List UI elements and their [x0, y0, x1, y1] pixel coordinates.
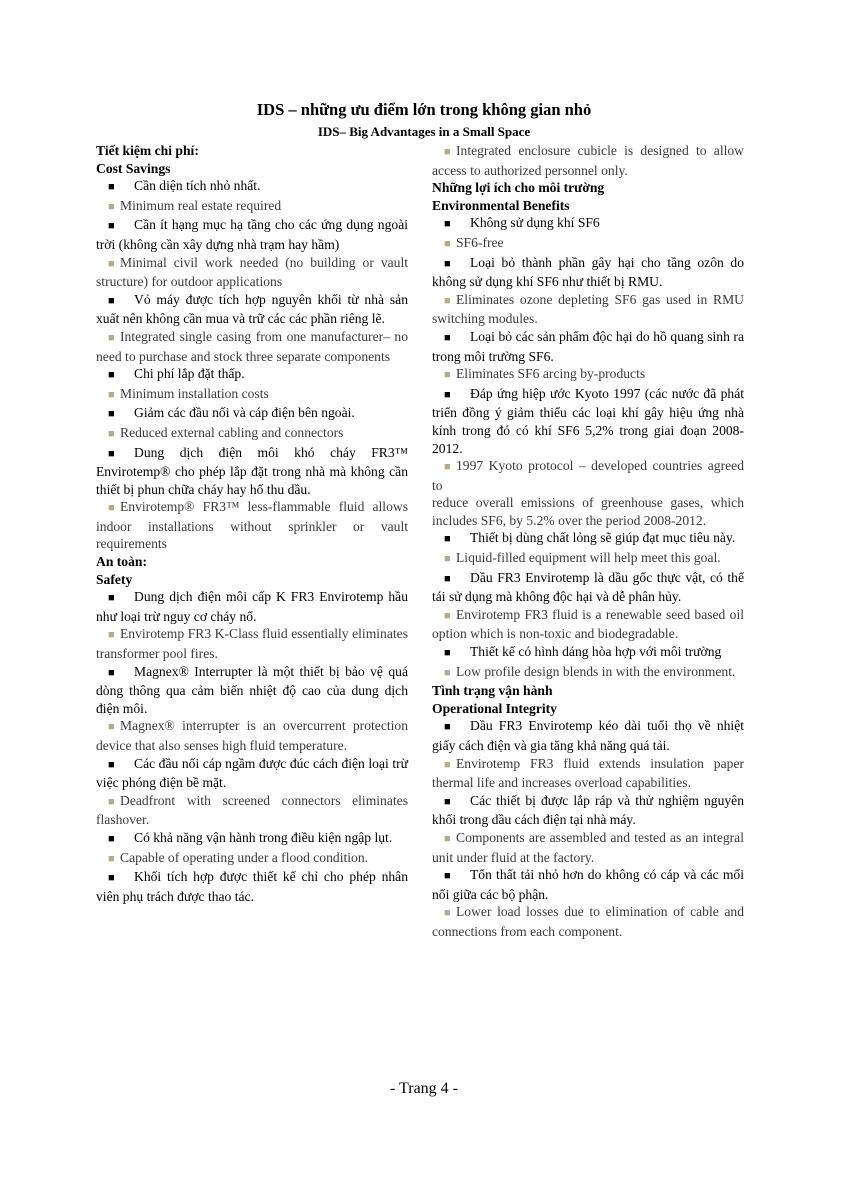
section-heading-en: Cost Savings [96, 160, 171, 176]
gray-square-bullet-icon: ■ [444, 758, 451, 771]
list-item-en: ■ Envirotemp FR3 fluid is a renewable seed based oil option which is non-toxic and biodegradable. [432, 606, 744, 642]
list-item-en: ■ 1997 Kyoto protocol – developed countries agreed to [432, 458, 744, 493]
list-item-vi: ■ Thiết bị dùng chất lỏng sẽ giúp đạt mục tiêu này. [432, 529, 744, 549]
black-square-bullet-icon: ■ [444, 257, 451, 270]
section-heading-vi: Tình trạng vận hành [432, 683, 553, 699]
list-item-en: ■ Deadfront with screened connectors eliminates flashover. [96, 792, 408, 828]
black-square-bullet-icon: ■ [108, 369, 115, 382]
black-square-bullet-icon: ■ [108, 666, 115, 679]
list-item-vi: ■ Các đầu nối cáp ngầm được đúc cách điện loại trừ việc phóng điện bề mặt. [96, 755, 408, 791]
list-item-vi: ■ Cần ít hạng mục hạ tầng cho các ứng dụng ngoài trời (không cần xây dựng nhà trạm hay hầm) [96, 217, 408, 252]
page-title: IDS – những ưu điểm lớn trong không gian nhỏ [256, 100, 592, 119]
list-item-en: ■ Envirotemp FR3 fluid extends insulation paper thermal life and increases overload capabilities. [432, 755, 744, 791]
list-item-en: ■ Eliminates ozone depleting SF6 gas used in RMU switching modules. [432, 291, 744, 327]
gray-square-bullet-icon: ■ [444, 237, 451, 250]
gray-square-bullet-icon: ■ [108, 852, 115, 865]
section-heading-en: Environmental Benefits [432, 197, 570, 213]
list-item-vi: ■ Vỏ máy được tích hợp nguyên khối từ nhà sản xuất nên không cần mua và trữ các các phần riêng lẽ. [96, 291, 408, 327]
list-item-en: ■ Envirotemp FR3 K-Class fluid essentially eliminates transformer pool fires. [96, 626, 408, 662]
gray-square-bullet-icon: ■ [108, 200, 115, 213]
list-item-vi: ■ Dầu FR3 Envirotemp là dầu gốc thực vật, có thể tái sử dụng mà không độc hại và dễ phân hủy. [432, 569, 744, 605]
list-item-vi: ■ Không sử dụng khí SF6 [432, 214, 744, 234]
gray-square-bullet-icon: ■ [108, 427, 115, 440]
black-square-bullet-icon: ■ [108, 408, 115, 421]
list-item-en: ■ Lower load losses due to elimination of cable and connections from each component. [432, 904, 744, 939]
section-heading-vi: An toàn: [96, 554, 147, 570]
gray-square-bullet-icon: ■ [444, 907, 451, 920]
list-item-vi: ■ Dung dịch điện môi khó cháy FR3™ Envirotemp® cho phép lắp đặt trong nhà mà không cần thiết bị phun chữa cháy hay hố thu dầu. [96, 444, 408, 497]
gray-square-bullet-icon: ■ [444, 294, 451, 307]
list-item-en: ■ Integrated single casing from one manufacturer– no need to purchase and stock three separate components [96, 328, 408, 364]
list-item-en: ■ Integrated enclosure cubicle is designed to allow access to authorized personnel only. [432, 143, 744, 178]
black-square-bullet-icon: ■ [444, 218, 451, 231]
list-item-en: ■ Minimum real estate required [96, 197, 408, 217]
section-heading-vi: Những lợi ích cho môi trường [432, 180, 605, 196]
black-square-bullet-icon: ■ [108, 181, 115, 194]
gray-square-bullet-icon: ■ [108, 388, 115, 401]
list-item-en: ■ Reduced external cabling and connectors [96, 424, 408, 444]
gray-square-bullet-icon: ■ [444, 553, 451, 566]
black-square-bullet-icon: ■ [444, 870, 451, 883]
page-number: - Trang 4 - [389, 1080, 458, 1097]
gray-square-bullet-icon: ■ [108, 502, 115, 515]
black-square-bullet-icon: ■ [444, 647, 451, 660]
gray-square-bullet-icon: ■ [444, 369, 451, 382]
list-item-vi: ■ Magnex® Interrupter là một thiết bị bảo vệ quá dòng thông qua cảm biến nhiệt độ cao của dung dịch điện môi. [96, 663, 408, 716]
black-square-bullet-icon: ■ [444, 572, 451, 585]
list-item-vi: ■ Loại bỏ thành phần gây hại cho tầng ozôn do không sử dụng khí SF6 như thiết bị RMU. [432, 254, 744, 290]
list-item-en: ■ Capable of operating under a flood condition. [96, 849, 408, 869]
list-item-en: ■ Components are assembled and tested as an integral unit under fluid at the factory. [432, 829, 744, 865]
black-square-bullet-icon: ■ [108, 447, 115, 460]
section-heading-vi: Tiết kiệm chi phí: [96, 143, 199, 158]
gray-square-bullet-icon: ■ [108, 721, 115, 734]
gray-square-bullet-icon: ■ [108, 257, 115, 270]
black-square-bullet-icon: ■ [108, 592, 115, 605]
gray-square-bullet-icon: ■ [444, 666, 451, 679]
list-item-vi: ■ Dầu FR3 Envirotemp kéo dài tuổi thọ về nhiệt giấy cách điện và gia tăng khả năng quá tải. [432, 718, 744, 753]
list-item-vi: ■ Đáp ứng hiệp ước Kyoto 1997 (các nước đã phát triển đồng ý giảm thiểu các loại khí gây hiệu ứng nhà kính trong đó có khí SF6 5,2% trong giai đoạn 2008-2012. [432, 385, 744, 456]
gray-square-bullet-icon: ■ [444, 146, 451, 158]
black-square-bullet-icon: ■ [108, 758, 115, 771]
gray-square-bullet-icon: ■ [444, 461, 451, 474]
list-item-vi: ■ Có khả năng vận hành trong điều kiện ngập lụt. [96, 829, 408, 849]
list-item-en: ■ Minimum installation costs [96, 385, 408, 405]
gray-square-bullet-icon: ■ [108, 629, 115, 642]
section-heading-en: Operational Integrity [432, 700, 557, 716]
black-square-bullet-icon: ■ [108, 872, 115, 885]
gray-square-bullet-icon: ■ [108, 331, 115, 344]
left-column [96, 142, 408, 905]
list-item-en: ■ Magnex® interrupter is an overcurrent protection device that also senses high fluid temperature. [96, 718, 408, 753]
list-item-vi: ■ Khối tích hợp được thiết kế chỉ cho phép nhân viên phụ trách được thao tác. [96, 869, 408, 904]
list-item-vi: ■ Cần diện tích nhỏ nhất. [96, 177, 408, 197]
black-square-bullet-icon: ■ [444, 533, 451, 546]
right-column [432, 142, 744, 941]
section-heading-en: Safety [96, 571, 133, 587]
list-item-en-continued: reduce overall emissions of greenhouse gases, which includes SF6, by 5.2% over the period 2008-2012. [432, 495, 744, 528]
black-square-bullet-icon: ■ [444, 388, 451, 401]
list-item-en: ■ Eliminates SF6 arcing by-products [432, 365, 744, 385]
list-item-vi: ■ Tổn thất tải nhỏ hơn do không có cáp và các mối nối giữa các bộ phận. [432, 867, 744, 902]
gray-square-bullet-icon: ■ [444, 832, 451, 845]
list-item-vi: ■ Dung dịch điện môi cấp K FR3 Envirotemp hầu như loại trừ nguy cơ cháy nổ. [96, 589, 408, 624]
list-item-en: ■ SF6-free [432, 234, 744, 254]
black-square-bullet-icon: ■ [444, 331, 451, 344]
page-subtitle: IDS– Big Advantages in a Small Space [317, 124, 531, 139]
list-item-vi: ■ Các thiết bị được lắp ráp và thử nghiệm nguyên khối trong dầu cách điện tại nhà máy. [432, 792, 744, 828]
list-item-en: ■ Low profile design blends in with the environment. [432, 663, 744, 683]
gray-square-bullet-icon: ■ [108, 795, 115, 808]
list-item-en: ■ Minimal civil work needed (no building or vault structure) for outdoor applications [96, 254, 408, 290]
list-item-en: ■ Liquid-filled equipment will help meet this goal. [432, 549, 744, 569]
list-item-vi: ■ Giảm các đầu nối và cáp điện bên ngoài. [96, 404, 408, 424]
black-square-bullet-icon: ■ [108, 832, 115, 845]
black-square-bullet-icon: ■ [108, 294, 115, 307]
list-item-vi: ■ Loại bỏ các sản phẩm độc hại do hồ quang sinh ra trong môi trường SF6. [432, 328, 744, 364]
gray-square-bullet-icon: ■ [444, 609, 451, 622]
list-item-vi: ■ Chi phí lắp đặt thấp. [96, 365, 408, 385]
list-item-vi: ■ Thiết kế có hình dáng hòa hợp với môi trường [432, 643, 744, 663]
black-square-bullet-icon: ■ [444, 795, 451, 808]
black-square-bullet-icon: ■ [108, 220, 115, 233]
black-square-bullet-icon: ■ [444, 721, 451, 734]
list-item-en: ■ Envirotemp® FR3™ less-flammable fluid allows indoor installations without sprinkler or vault requirements [96, 499, 408, 552]
